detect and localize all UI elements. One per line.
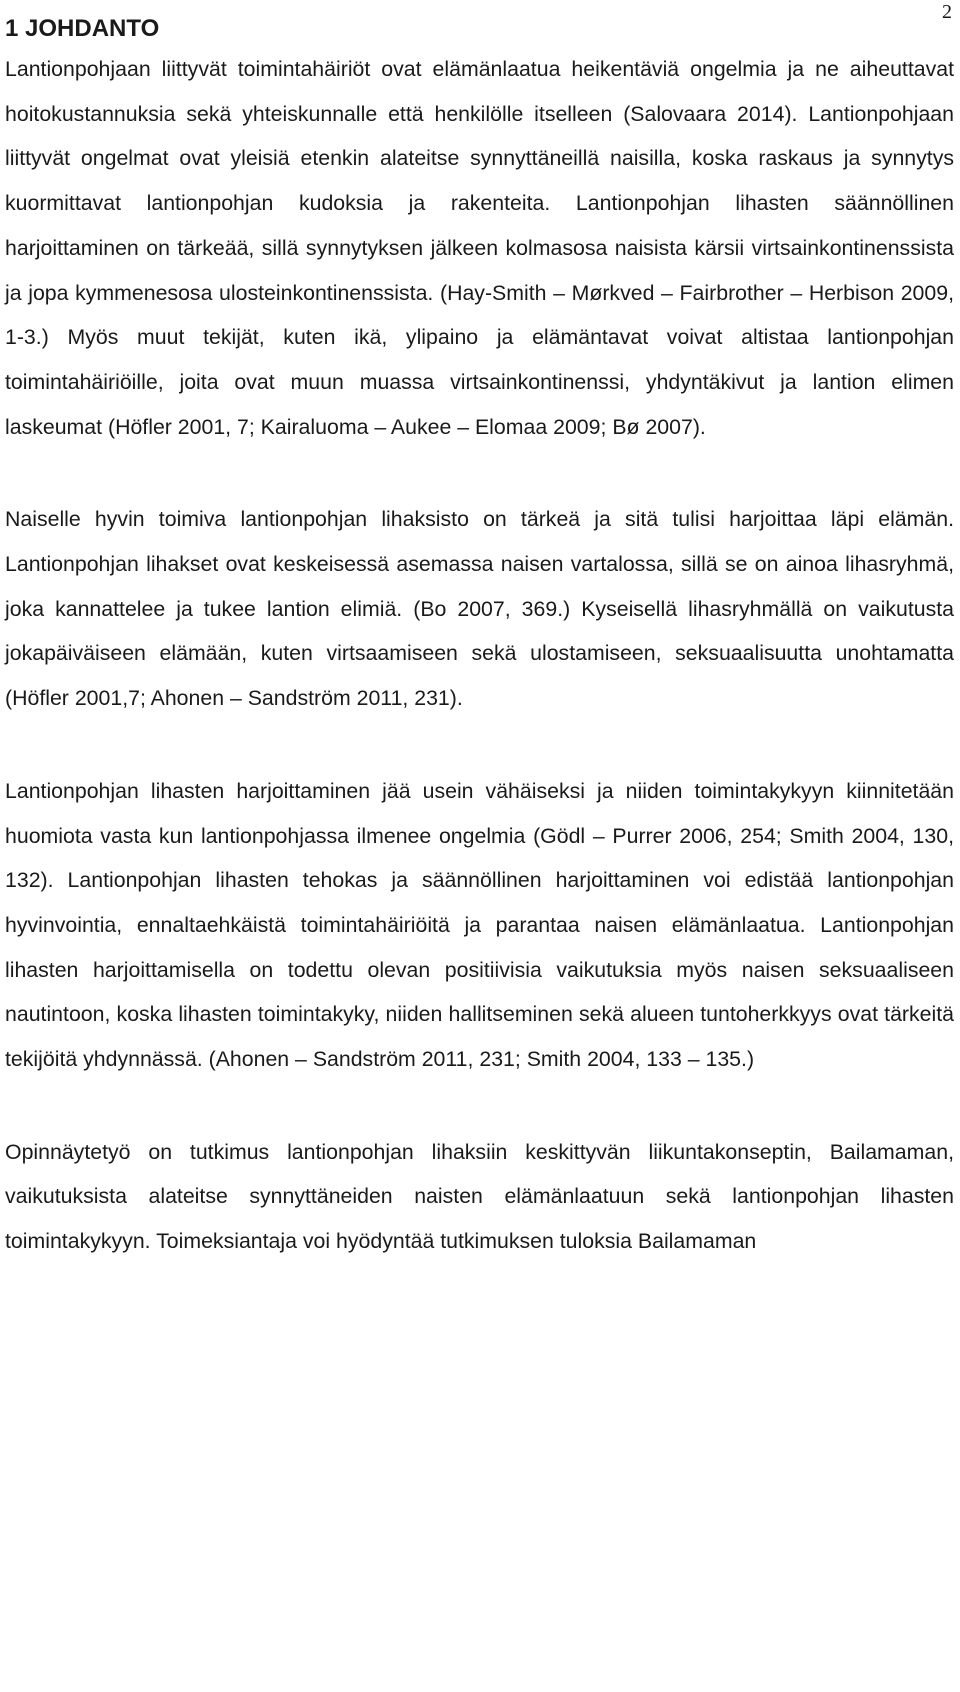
paragraph-1: Lantionpohjaan liittyvät toimintahäiriöt ovat elämänlaatua heikentäviä ongelmia ja ne aiheuttavat hoitokustannuksia sekä yhteiskunnalle että henkilölle itselleen (Salovaara 2014). Lantionpohjaan liittyvät ongelmat ovat yleisiä etenkin alateitse synnyttäneillä naisilla, koska raskaus ja synnytys kuormittavat lantionpohjan kudoksia ja rakenteita. Lantionpohjan lihasten säännöllinen harjoittaminen on tärkeää, sillä synnytyksen jälkeen kolmasosa naisista kärsii virtsainkontinenssista ja jopa kymmenesosa ulosteinkontinenssista. (Hay-Smith – Mørkved – Fairbrother – Herbison 2009, 1-3.) Myös muut tekijät, kuten ikä, ylipaino ja elämäntavat voivat altistaa lantionpohjan toimintahäiriöille, joita ovat muun muassa virtsainkontinenssi, yhdyntäkivut ja lantion elimen laskeumat (Höfler 2001, 7; Kairaluoma – Aukee – Elomaa 2009; Bø 2007). xyxy=(5,57,954,439)
paragraph-4: Opinnäytetyö on tutkimus lantionpohjan lihaksiin keskittyvän liikuntakonseptin, Bailamaman, vaikutuksista alateitse synnyttäneiden naisten elämänlaatuun sekä lantionpohjan lihasten toimintakykyyn. Toimeksiantaja voi hyödyntää tutkimuksen tuloksia Bailamaman xyxy=(5,1139,954,1254)
paragraph-2: Naiselle hyvin toimiva lantionpohjan lihaksisto on tärkeä ja sitä tulisi harjoittaa läpi elämän. Lantionpohjan lihakset ovat keskeisessä asemassa naisen vartalossa, sillä se on ainoa lihasryhmä, joka kannattelee ja tukee lantion elimiä. (Bo 2007, 369.) Kyseisellä lihasryhmällä on vaikutusta jokapäiväiseen elämään, kuten virtsaamiseen sekä ulostamiseen, seksuaalisuutta unohtamatta (Höfler 2001,7; Ahonen – Sandström 2011, 231). xyxy=(5,507,954,711)
body-text xyxy=(5,47,954,1312)
page-number: 2 xyxy=(942,1,952,23)
section-heading: 1 JOHDANTO xyxy=(5,15,160,42)
paragraph-3: Lantionpohjan lihasten harjoittaminen jää usein vähäiseksi ja niiden toimintakykyyn kiinnitetään huomiota vasta kun lantionpohjassa ilmenee ongelmia (Gödl – Purrer 2006, 254; Smith 2004, 130, 132). Lantionpohjan lihasten tehokas ja säännöllinen harjoittaminen voi edistää lantionpohjan hyvinvointia, ennaltaehkäistä toimintahäiriöitä ja parantaa naisen elämänlaatua. Lantionpohjan lihasten harjoittamisella on todettu olevan positiivisia vaikutuksia myös naisen seksuaaliseen nautintoon, koska lihasten toimintakyky, niiden hallitseminen sekä alueen tuntoherkkyys ovat tärkeitä tekijöitä yhdynnässä. (Ahonen – Sandström 2011, 231; Smith 2004, 133 – 135.) xyxy=(5,778,954,1072)
